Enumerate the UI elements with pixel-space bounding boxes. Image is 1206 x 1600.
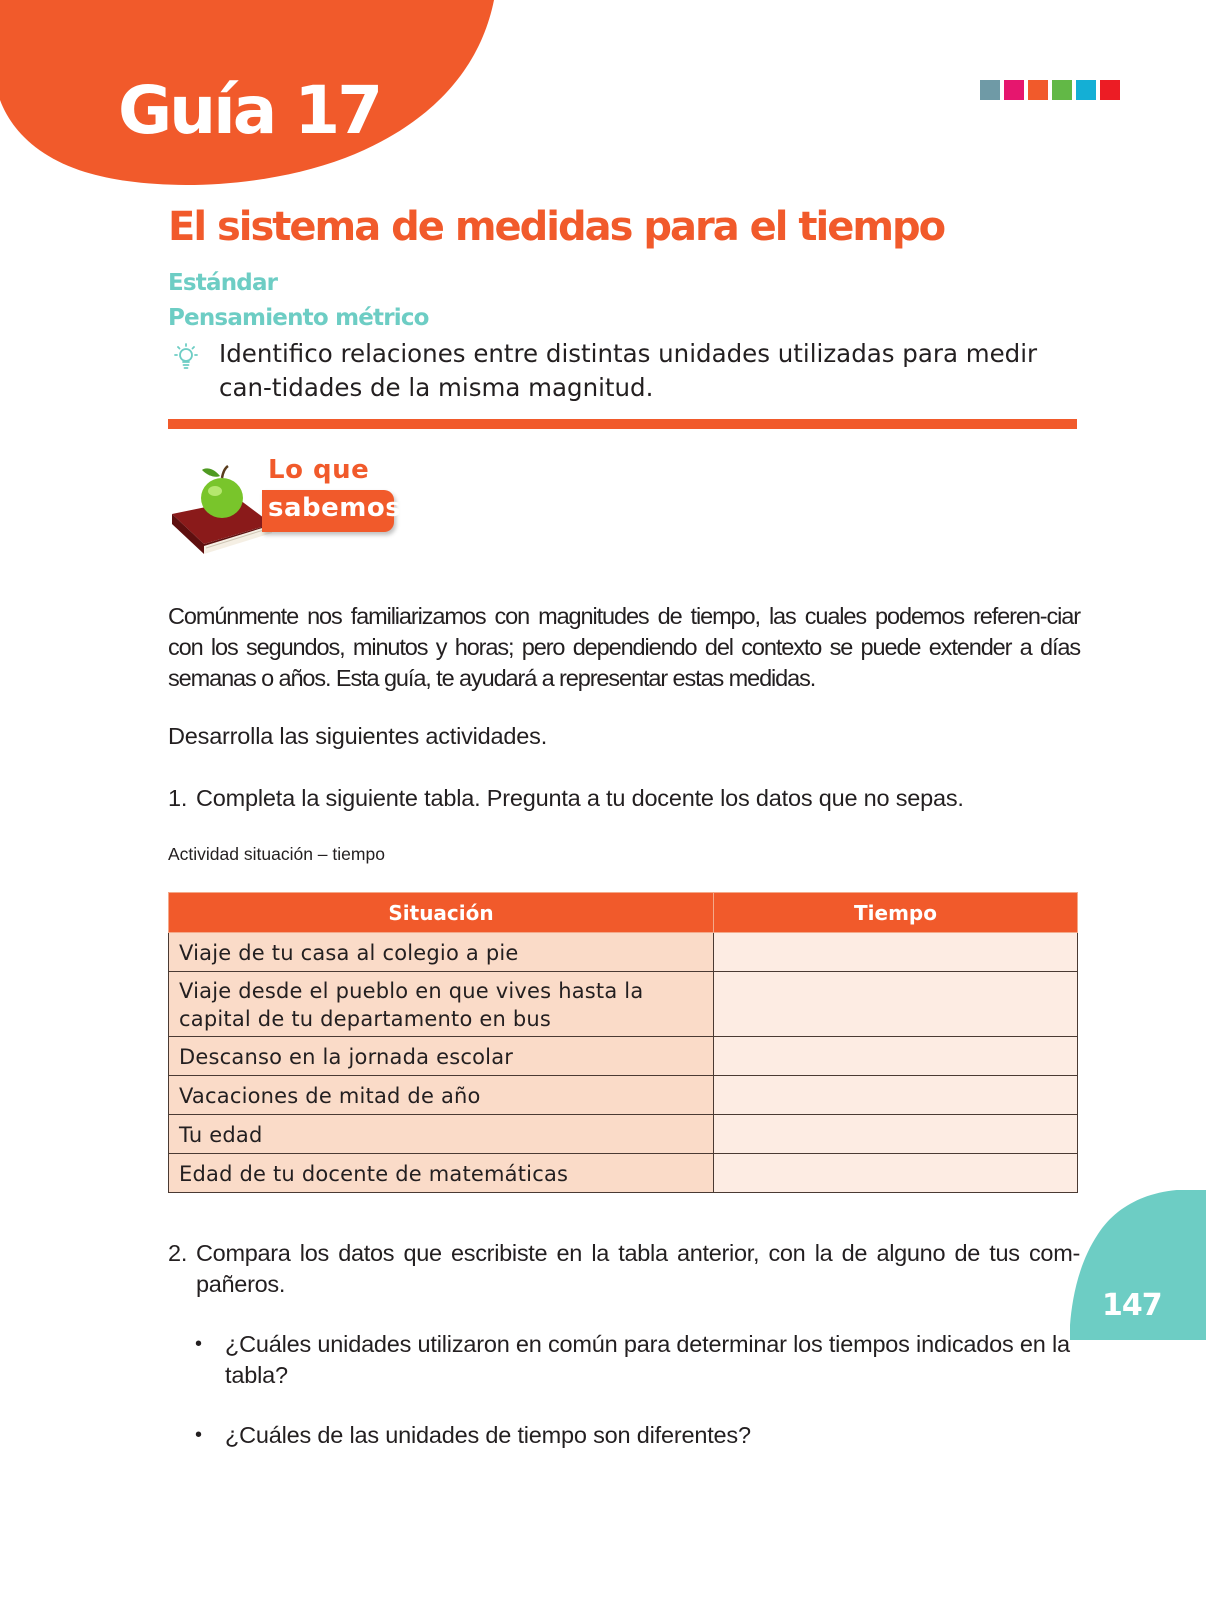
list-item [195,1329,1080,1391]
color-square [1028,80,1048,100]
question-number: 1. [168,785,188,811]
bullet-icon: • [195,1333,202,1355]
color-square [1076,80,1096,100]
table-row [169,933,1078,972]
table-row [169,1076,1078,1115]
situation-cell: Tu edad [169,1115,714,1154]
activity-table [168,892,1078,1193]
section-badge-subtitle: sabemos [268,493,402,523]
time-answer-cell[interactable] [714,933,1078,972]
question-1 [168,785,1080,812]
lightbulb-icon [172,343,200,371]
divider [168,419,1077,429]
table-row [169,1037,1078,1076]
standard-label: Estándar [168,270,278,296]
situation-cell: Descanso en la jornada escolar [169,1037,714,1076]
color-square [1052,80,1072,100]
time-answer-cell[interactable] [714,1115,1078,1154]
table-row [169,1115,1078,1154]
bullet-icon: • [195,1424,202,1446]
table-row [169,972,1078,1037]
table-caption: Actividad situación – tiempo [168,844,385,864]
list-item [195,1420,1080,1451]
column-header-tiempo: Tiempo [714,893,1078,933]
color-squares [980,80,1120,100]
situation-cell: Viaje de tu casa al colegio a pie [169,933,714,972]
instructions: Desarrolla las siguientes actividades. [168,723,548,749]
question-number: 2. [168,1240,188,1266]
table-header-row [169,893,1078,933]
time-answer-cell[interactable] [714,1037,1078,1076]
standard-name: Pensamiento métrico [168,305,429,331]
question-text: Completa la siguiente tabla. Pregunta a tu docente los datos que no sepas. [196,785,964,811]
standard-text: Identifico relaciones entre distintas unidades utilizadas para medir can-tidades de la misma magnitud. [219,339,1038,402]
time-answer-cell[interactable] [714,1154,1078,1193]
time-answer-cell[interactable] [714,1076,1078,1115]
question-2 [168,1238,1080,1300]
bullet-text: ¿Cuáles de las unidades de tiempo son diferentes? [225,1422,751,1448]
situation-cell: Vacaciones de mitad de año [169,1076,714,1115]
page-title: El sistema de medidas para el tiempo [168,204,945,250]
bullet-text: ¿Cuáles unidades utilizaron en común para determinar los tiempos indicados en la tabla? [225,1331,1070,1388]
guide-title: Guía 17 [118,72,381,149]
situation-cell: Edad de tu docente de matemáticas [169,1154,714,1193]
color-square [1100,80,1120,100]
intro-paragraph: Comúnmente nos familiarizamos con magnitudes de tiempo, las cuales podemos referen-ciar con los segundos, minutos y horas; pero dependiendo del contexto se puede extender a días semanas o años. Esta guía, te ayudará a representar estas medidas. [168,603,1080,691]
time-answer-cell[interactable] [714,972,1078,1037]
question-text: Compara los datos que escribiste en la tabla anterior, con la de alguno de tus com-pañeros. [196,1240,1080,1297]
situation-cell: Viaje desde el pueblo en que vives hasta la capital de tu departamento en bus [169,972,714,1037]
column-header-situacion: Situación [169,893,714,933]
page-number: 147 [1102,1288,1162,1323]
color-square [980,80,1000,100]
color-square [1004,80,1024,100]
section-badge-title: Lo que [268,455,370,485]
table-row [169,1154,1078,1193]
